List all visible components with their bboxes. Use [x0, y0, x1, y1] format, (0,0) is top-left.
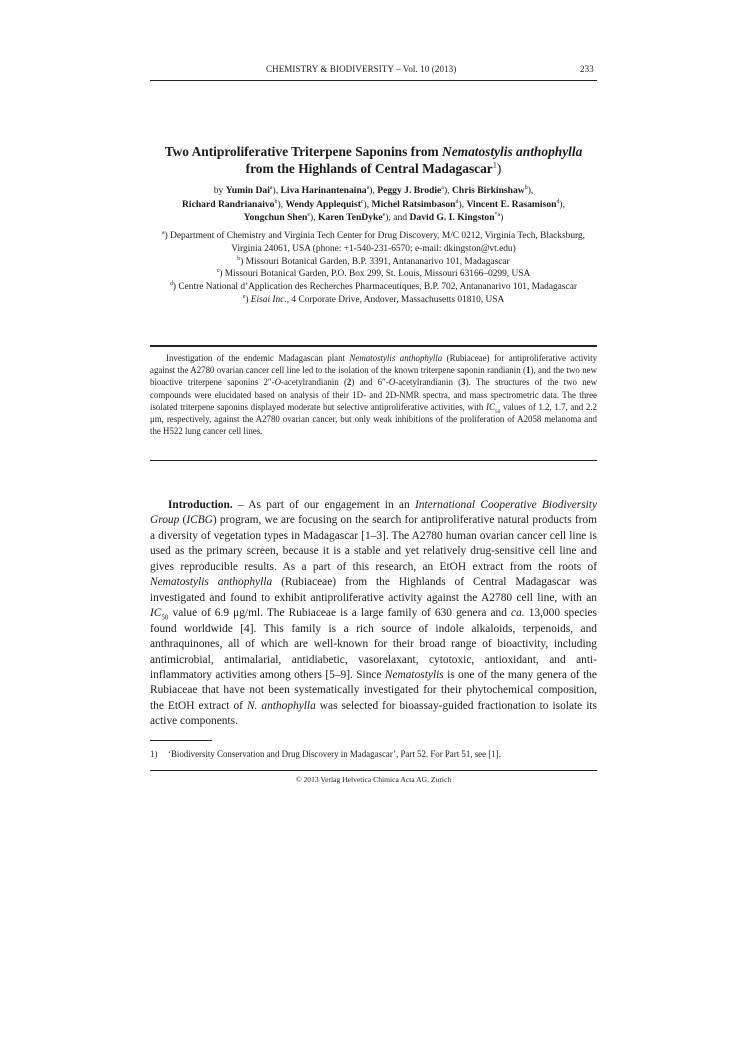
- page-number: 233: [580, 64, 594, 74]
- affiliation-d: $^d$) Centre National d’Application des Recherches Pharmaceutiques, B.P. 702, Antananarivo 101, Madagascar: [170, 281, 577, 293]
- footnote-rule: [150, 740, 212, 741]
- affiliation-b: $^b$) Missouri Botanical Garden, B.P. 3391, Antananarivo 101, Madagascar: [237, 255, 510, 267]
- journal-header: CHEMISTRY & BIODIVERSITY – Vol. 10 (2013): [266, 64, 457, 74]
- affiliation-a: $^a$) Department of Chemistry and Virginia Tech Center for Drug Discovery, M/C 0212, Virginia Tech, Blacksburg, Virginia 24061, USA (phone: +1-540-231-6570; e-mail: dkingston@vt.edu): [162, 229, 585, 254]
- abstract: Investigation of the endemic Madagascan plant Nematostylis anthophylla (Rubiaceae) for antiproliferative activity against the A2780 ovarian cancer cell line led to the isolation of the known triterpene saponin randianin (1), and the two new bioactive triterpene saponins 2″-O-acetylrandianin (2) and 6″-O-acetylrandianin (3). The structures of the two new compounds were elucidated based on analysis of their 1D- and 2D-NMR spectra, and mass spectrometric data. The three isolated triterpene saponins displayed moderate but selective antiproliferative activities, with $IC_{50}$ values of 1.2, 1.7, and 2.2 μm, respectively, against the A2780 ovarian cancer, but only weak inhibitions of the proliferation of A2058 melanoma and the H522 lung cancer cell lines.: [150, 353, 598, 437]
- footer-rule: [150, 770, 597, 771]
- affiliation-e: $^e$) Eisai Inc., 4 Corporate Drive, Andover, Massachusetts 01810, USA: [242, 293, 505, 305]
- article-title: Two Antiproliferative Triterpene Saponins from Nematostylis anthophylla from the Highlands of Central Madagascar$^1$): [164, 144, 583, 176]
- header-rule: [150, 80, 597, 81]
- abstract-top-rule: [150, 345, 597, 347]
- affiliations: [150, 230, 597, 307]
- affiliation-c: $^c$) Missouri Botanical Garden, P.O. Box 299, St. Louis, Missouri 63166–0299, USA: [216, 268, 531, 280]
- section-heading: Introduction.: [168, 499, 233, 511]
- footnote: 1) ‘Biodiversity Conservation and Drug Discovery in Madagascar’, Part 52. For Part 51, see [1].: [150, 749, 501, 759]
- copyright-footer: © 2013 Verlag Helvetica Chimica Acta AG, Zurich: [295, 775, 452, 784]
- abstract-bottom-rule: [150, 460, 597, 461]
- author-list: by Yumin Dai$^a$), Liva Harinantenaina$^a$), Peggy J. Brodie$^a$), Chris Birkinshaw$^b$), Richard Randrianaivo$^b$), Wendy Applequist$^c$), Michel Ratsimbason$^d$), Vincent E. Rasamison$^d$), Yongchun Shen$^e$), Karen TenDyke$^e$), and David G. I. Kingston$^{*a}$): [181, 184, 566, 224]
- introduction-paragraph: Introduction. – As part of our engagement in an International Cooperative Biodiversity Group (ICBG) program, we are focusing on the search for antiproliferative natural products from a diversity of vegetation types in Madagascar [1–3]. The A2780 human ovarian cancer cell line is used as the primary screen, because it is a stable and yet relatively drug-sensitive cell line and gives reproducible results. As a part of this research, an EtOH extract from the roots of Nematostylis anthophylla (Rubiaceae) from the Highlands of Central Madagascar was investigated and found to exhibit antiproliferative activity against the A2780 cell line, with an $IC_{50}$ value of 6.9 μg/ml. The Rubiaceae is a large family of 630 genera and ca. 13,000 species found worldwide [4]. This family is a rich source of indole alkaloids, terpenoids, and anthraquinones, all of which are well-known for their broad range of bioactivity, including antimicrobial, antimalarial, antidiabetic, vasorelaxant, cytotoxic, antioxidant, and anti-inflammatory activities among others [5–9]. Since Nematostylis is one of the many genera of the Rubiaceae that have not been systematically investigated for their phytochemical composition, the EtOH extract of N. anthophylla was selected for bioassay-guided fractionation to isolate its active components.: [150, 499, 598, 728]
